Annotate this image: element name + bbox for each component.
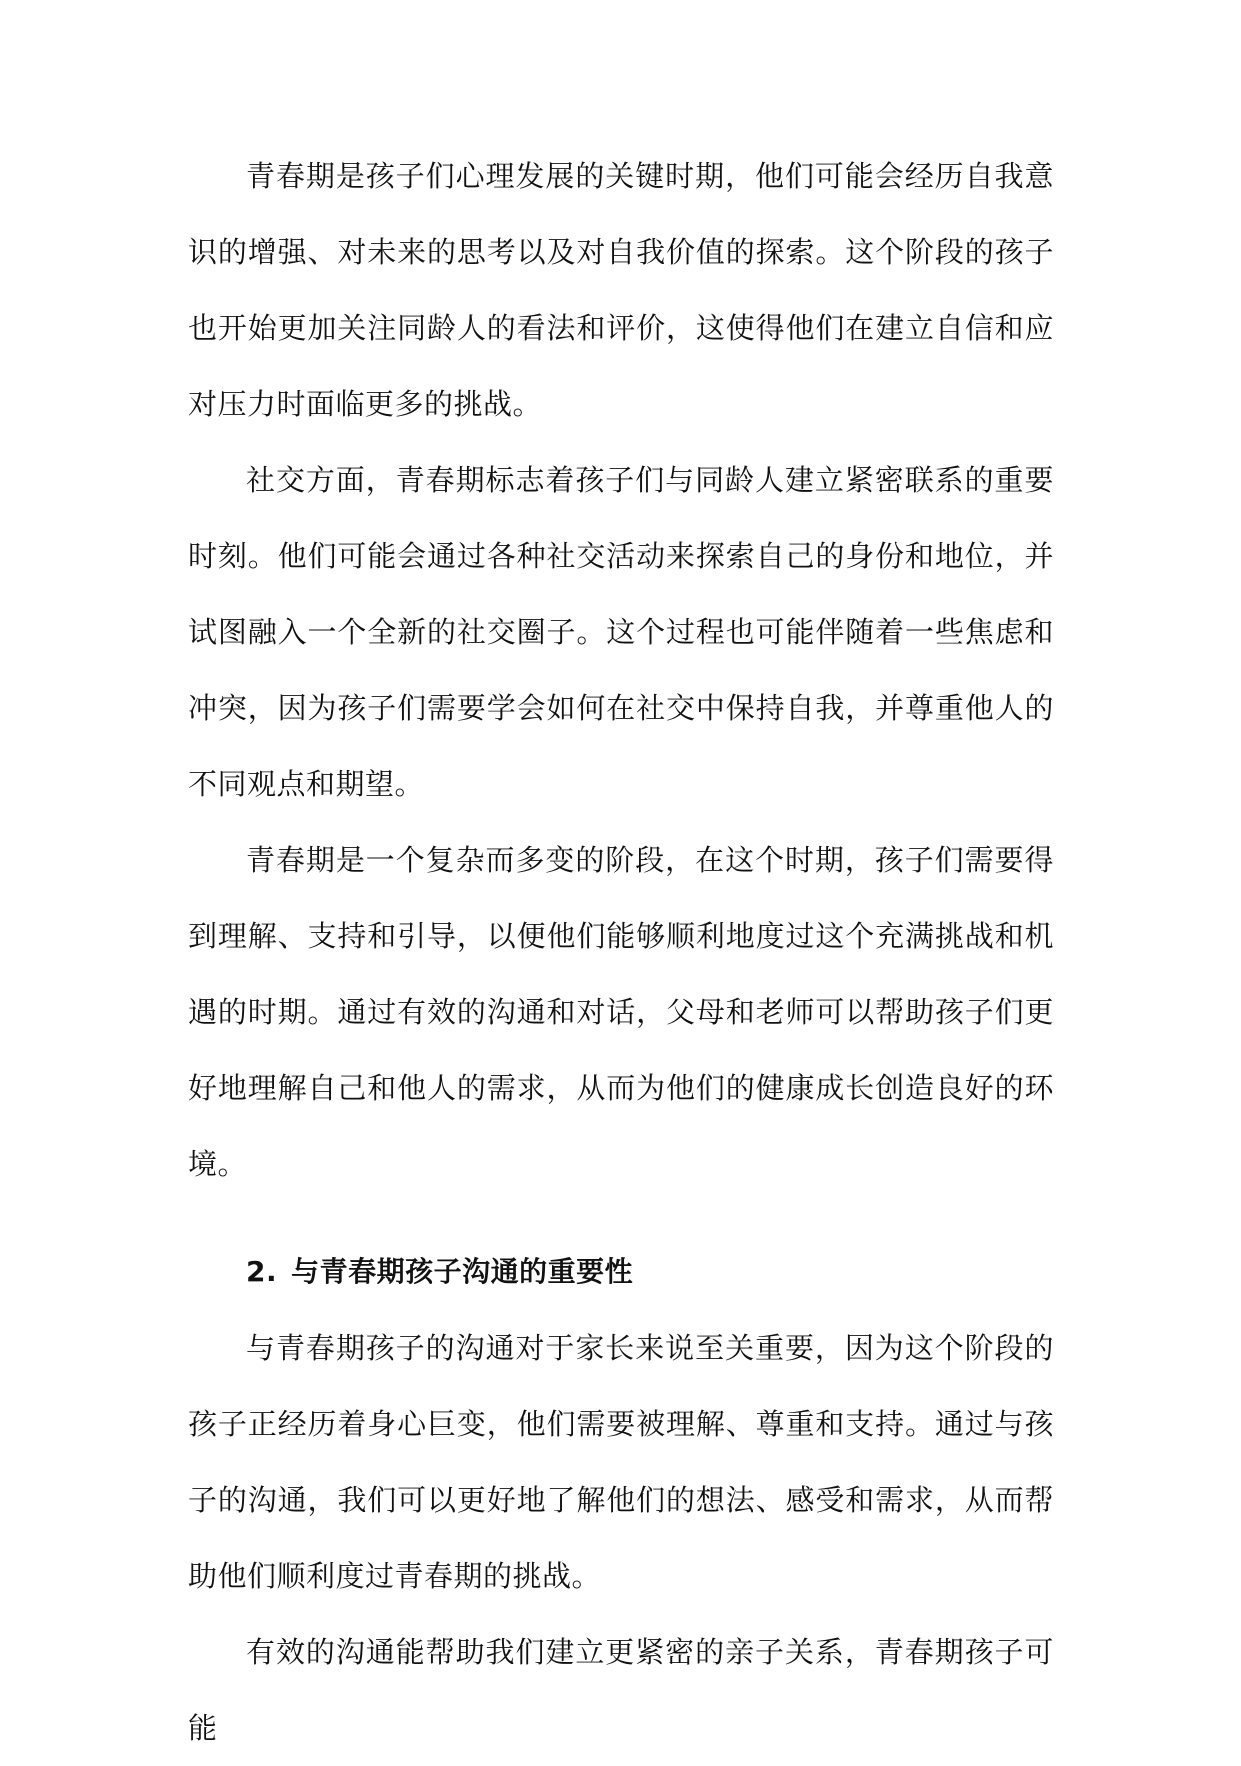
document-body <box>188 138 1054 1766</box>
paragraph-guidance-needs: 青春期是一个复杂而多变的阶段，在这个时期，孩子们需要得到理解、支持和引导，以便他们能够顺利地度过这个充满挑战和机遇的时期。通过有效的沟通和对话，父母和老师可以帮助孩子们更好地理解自己和他人的需求，从而为他们的健康成长创造良好的环境。 <box>188 843 1054 1181</box>
paragraph-social-aspects: 社交方面，青春期标志着孩子们与同龄人建立紧密联系的重要时刻。他们可能会通过各种社交活动来探索自己的身份和地位，并试图融入一个全新的社交圈子。这个过程也可能伴随着一些焦虑和冲突，因为孩子们需要学会如何在社交中保持自我，并尊重他人的不同观点和期望。 <box>188 463 1054 801</box>
paragraph-effective-communication: 有效的沟通能帮助我们建立更紧密的亲子关系，青春期孩子可能 <box>188 1635 1054 1745</box>
section-number: 2. <box>246 1255 278 1288</box>
paragraph-adolescent-psychology: 青春期是孩子们心理发展的关键时期，他们可能会经历自我意识的增强、对未来的思考以及对自我价值的探索。这个阶段的孩子也开始更加关注同龄人的看法和评价，这使得他们在建立自信和应对压力时面临更多的挑战。 <box>188 159 1054 421</box>
paragraph-communication-importance: 与青春期孩子的沟通对于家长来说至关重要，因为这个阶段的孩子正经历着身心巨变，他们需要被理解、尊重和支持。通过与孩子的沟通，我们可以更好地了解他们的想法、感受和需求，从而帮助他们顺利度过青春期的挑战。 <box>188 1331 1054 1593</box>
section-title: 与青春期孩子沟通的重要性 <box>291 1255 634 1288</box>
section-heading <box>246 1234 1054 1310</box>
